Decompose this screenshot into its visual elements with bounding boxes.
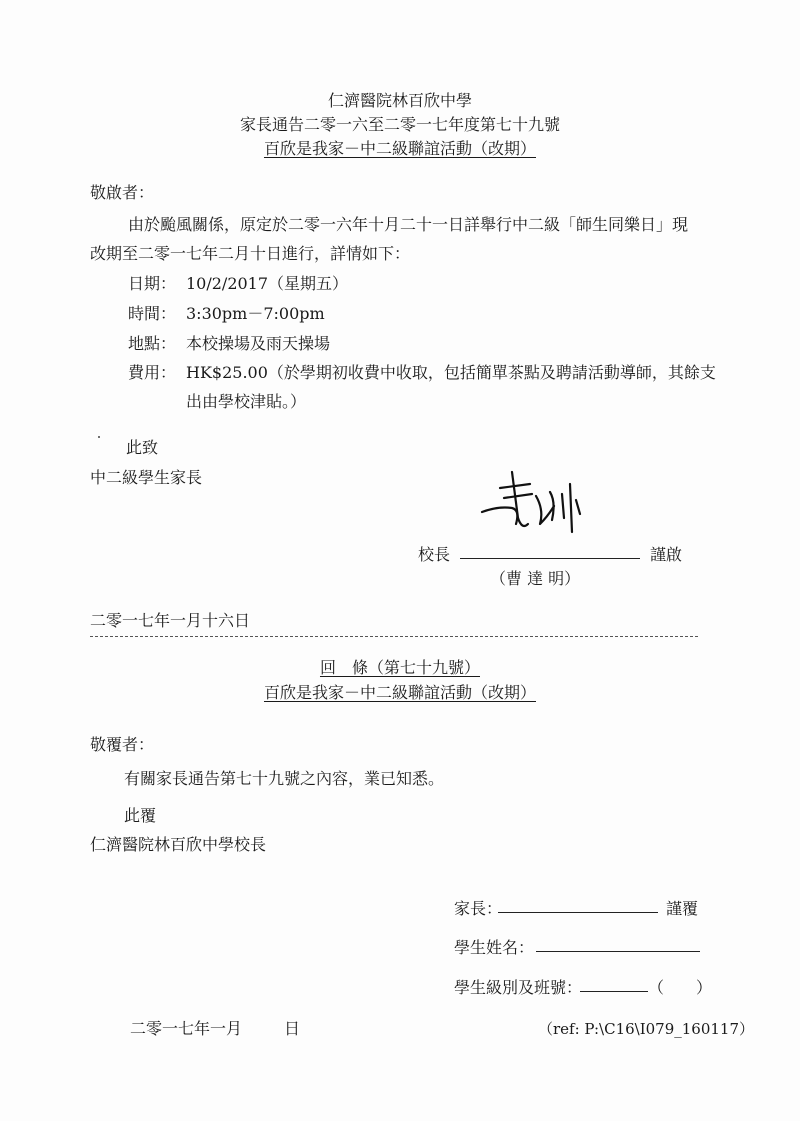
closing: 此致: [126, 438, 159, 457]
reply-date-prefix: 二零一七年一月: [130, 1019, 243, 1038]
date-value: 10/2/2017（星期五）: [186, 274, 349, 293]
principal-name: （曹 達 明）: [490, 569, 581, 588]
student-name-label: 學生姓名：: [454, 938, 535, 957]
principal-signature-line: [460, 544, 640, 559]
salutation: 敬啟者：: [90, 183, 155, 202]
reference-code: （ref: P:\C16\I079_160117）: [538, 1020, 755, 1038]
student-name-field[interactable]: [536, 937, 700, 952]
class-label: 學生級別及班號：: [454, 978, 583, 997]
fee-label: 費用：: [128, 363, 177, 382]
reply-body: 有關家長通告第七十九號之內容，業已知悉。: [124, 769, 445, 788]
body-line-2: 改期至二零一七年二月十日進行，詳情如下：: [90, 244, 411, 263]
principal-signature: [478, 466, 598, 546]
class-field[interactable]: [580, 977, 648, 992]
parent-suffix: 謹覆: [666, 899, 699, 918]
event-title: 百欣是我家－中二級聯誼活動（改期）: [263, 139, 536, 158]
time-label: 時間：: [128, 304, 177, 323]
place-label: 地點：: [128, 334, 177, 353]
school-name: 仁濟醫院林百欣中學: [327, 91, 472, 110]
principal-label: 校長: [418, 545, 451, 564]
parent-label: 家長：: [454, 899, 503, 918]
reply-salutation: 敬覆者：: [90, 735, 155, 754]
principal-suffix: 謹啟: [650, 545, 683, 564]
reply-recipient: 仁濟醫院林百欣中學校長: [90, 835, 267, 854]
reply-event-title: 百欣是我家－中二級聯誼活動（改期）: [263, 683, 536, 702]
time-value: 3:30pm－7:00pm: [186, 304, 325, 323]
reply-date-suffix: 日: [284, 1019, 301, 1038]
class-number-bracket: （ ）: [648, 978, 713, 997]
place-value: 本校操場及雨天操場: [186, 334, 331, 353]
parent-signature-field[interactable]: [498, 898, 658, 913]
notice-number: 家長通告二零一六至二零一七年度第七十九號: [239, 115, 560, 134]
recipient: 中二級學生家長: [90, 468, 203, 487]
body-line-1: 由於颱風關係，原定於二零一六年十月二十一日詳舉行中二級「師生同樂日」現: [128, 215, 689, 234]
reply-title: 回 條（第七十九號）: [319, 658, 480, 677]
cut-line: [90, 636, 698, 637]
stray-dot: [98, 436, 100, 438]
fee-value-line-2: 出由學校津貼。）: [186, 392, 307, 411]
letter-date: 二零一七年一月十六日: [90, 611, 251, 630]
reply-closing: 此覆: [124, 806, 157, 825]
date-label: 日期：: [128, 274, 177, 293]
fee-value-line-1: HK$25.00（於學期初收費中收取，包括簡單茶點及聘請活動導師，其餘支: [186, 363, 716, 382]
